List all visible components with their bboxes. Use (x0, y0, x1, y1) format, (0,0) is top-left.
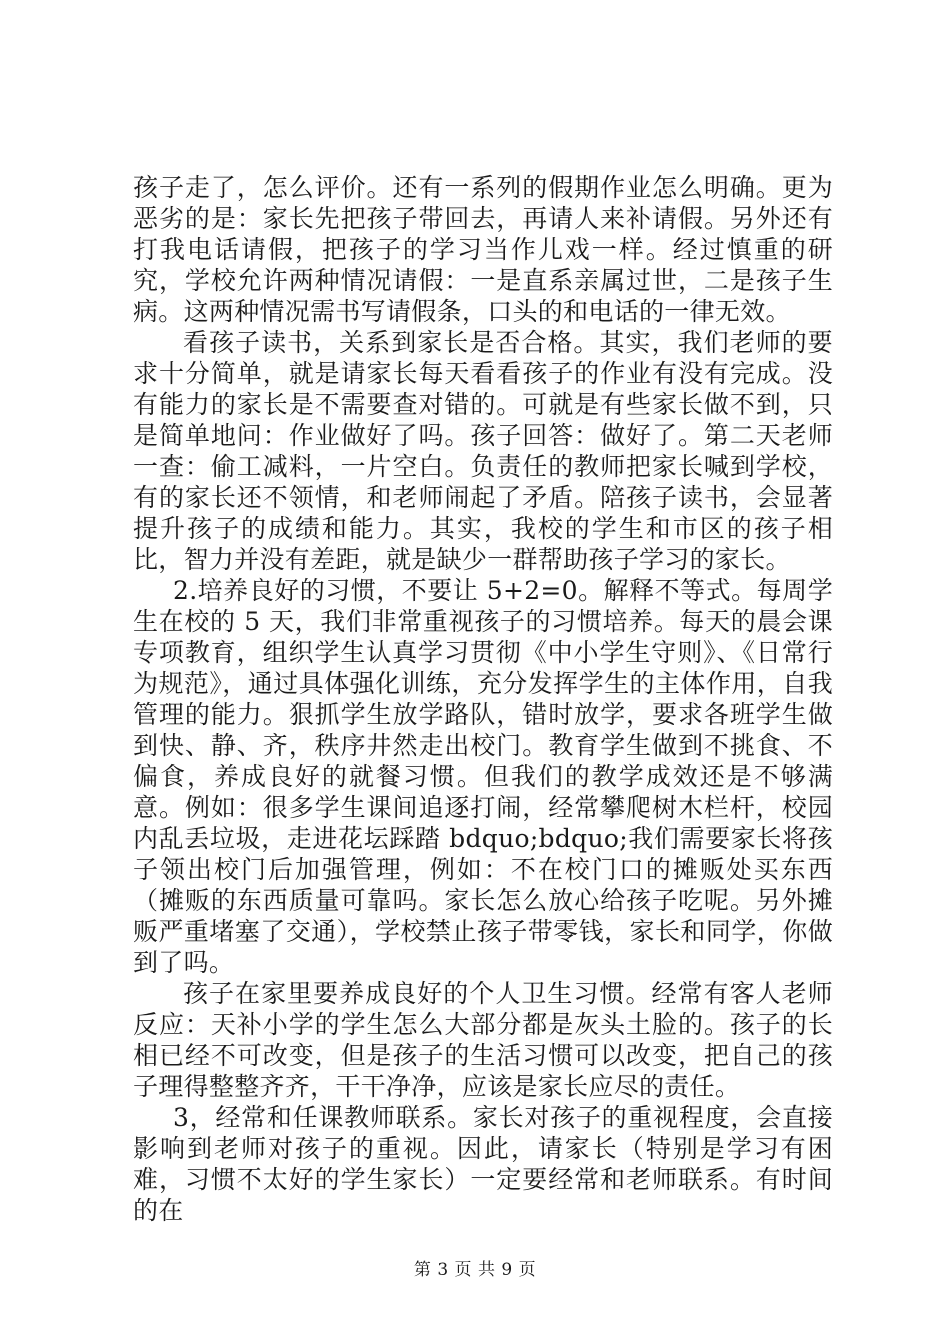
paragraph-reading-supervision: 看孩子读书，关系到家长是否合格。其实，我们老师的要求十分简单，就是请家长每天看看孩子的作业有没有完成。没有能力的家长是不需要查对错的。可就是有些家长做不到，只是简单地问：作业做好了吗。孩子回答：做好了。第二天老师一查：偷工减料，一片空白。负责任的教师把家长喊到学校，有的家长还不领情，和老师闹起了矛盾。陪孩子读书，会显著提升孩子的成绩和能力。其实，我校的学生和市区的孩子相比，智力并没有差距，就是缺少一群帮助孩子学习的家长。 (133, 328, 833, 574)
paragraph-good-habits: 2.培养良好的习惯，不要让 5+2=0。解释不等式。每周学生在校的 5 天，我们非常重视孩子的习惯培养。每天的晨会课专项教育，组织学生认真学习贯彻《中小学生守则》、《日常行为规范》，通过具体强化训练，充分发挥学生的主体作用，自我管理的能力。狠抓学生放学路队，错时放学，要求各班学生做到快、静、齐，秩序井然走出校门。教育学生做到不挑食、不偏食，养成良好的就餐习惯。但我们的教学成效还是不够满意。例如：很多学生课间追逐打闹，经常攀爬树木栏杆，校园内乱丢垃圾，走进花坛踩踏 bdquo;bdquo;我们需要家长将孩子领出校门后加强管理，例如：不在校门口的摊贩处买东西（摊贩的东西质量可靠吗。家长怎么放心给孩子吃呢。另外摊贩严重堵塞了交通），学校禁止孩子带零钱，家长和同学，你做到了吗。 (133, 576, 833, 977)
paragraph-personal-hygiene: 孩子在家里要养成良好的个人卫生习惯。经常有客人老师反应：天补小学的学生怎么大部分都是灰头土脸的。孩子的长相已经不可改变，但是孩子的生活习惯可以改变，把自己的孩子理得整整齐齐，干干净净，应该是家长应尽的责任。 (133, 979, 833, 1101)
body-text (133, 172, 833, 1226)
paragraph-leave-policy: 孩子走了，怎么评价。还有一系列的假期作业怎么明确。更为恶劣的是：家长先把孩子带回去，再请人来补请假。另外还有打我电话请假，把孩子的学习当作儿戏一样。经过慎重的研究，学校允许两种情况请假：一是直系亲属过世，二是孩子生病。这两种情况需书写请假条，口头的和电话的一律无效。 (133, 173, 833, 326)
page-number-footer: 第 3 页 共 9 页 (413, 1260, 537, 1280)
paragraph-teacher-contact: 3，经常和任课教师联系。家长对孩子的重视程度，会直接影响到老师对孩子的重视。因此，请家长（特别是学习有困难，习惯不太好的学生家长）一定要经常和老师联系。有时间的在 (133, 1103, 833, 1225)
